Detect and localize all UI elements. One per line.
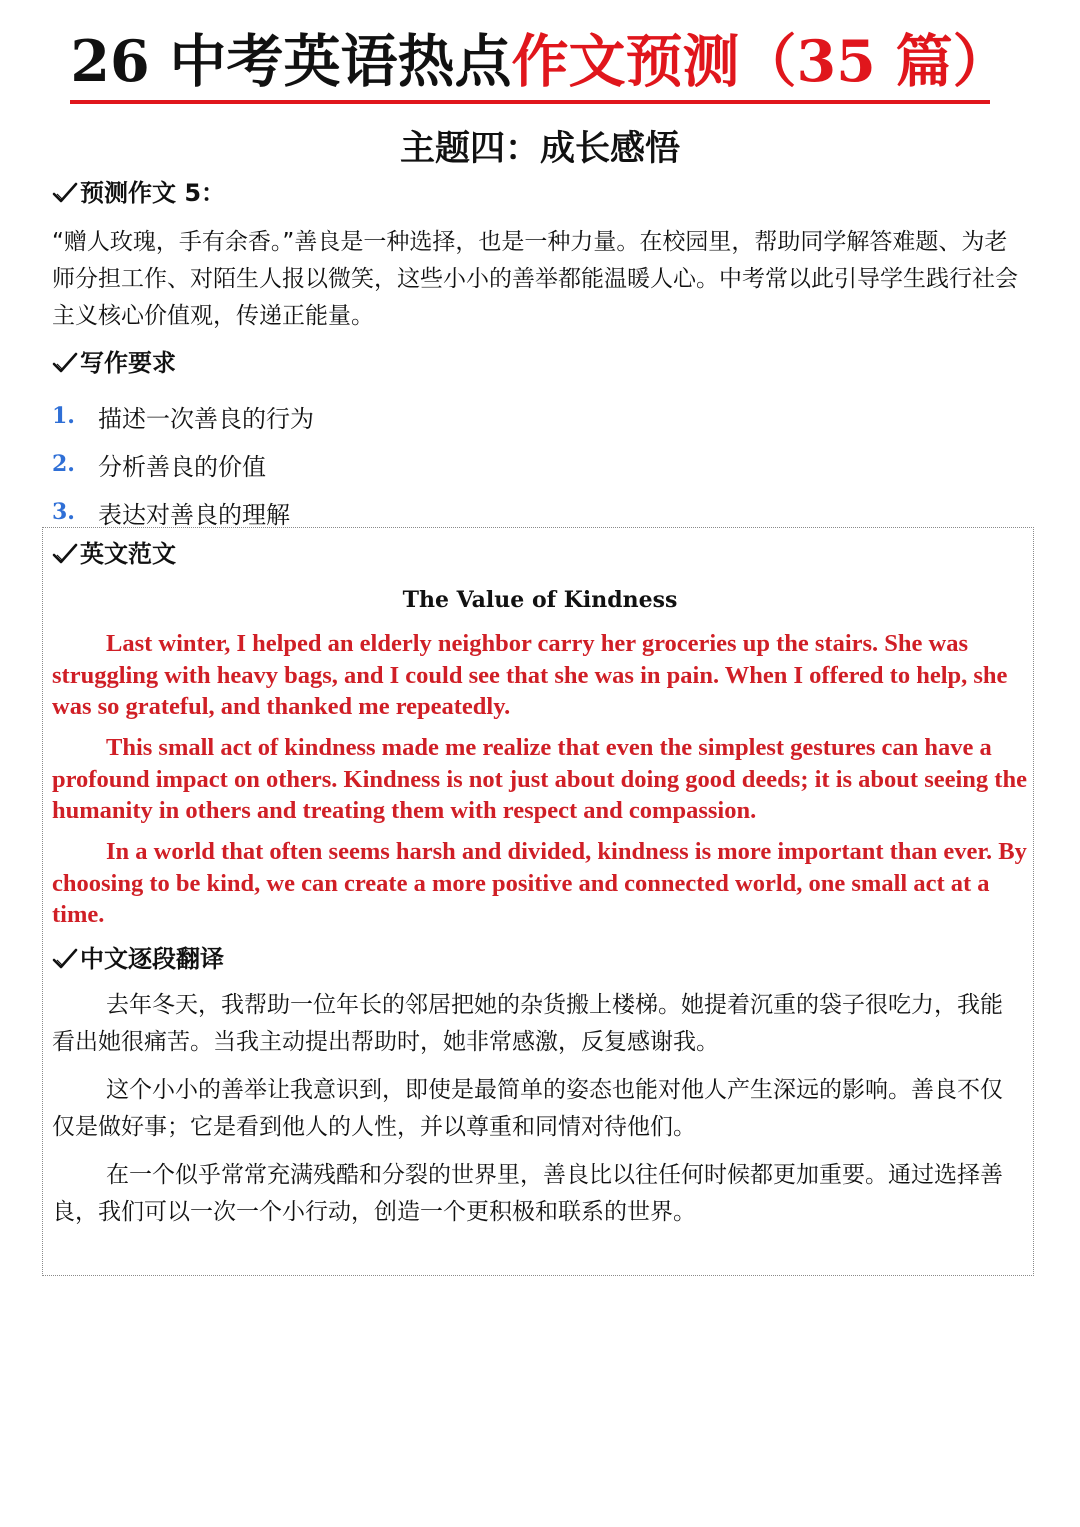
checkmark-icon [52, 351, 78, 375]
prompt-text: “赠人玫瑰，手有余香。”善良是一种选择，也是一种力量。在校园里，帮助同学解答难题、为老师分担工作、对陌生人报以微笑，这些小小的善举都能温暖人心。中考常以此引导学生践行社会主义核心价值观，传递正能量。 [52, 229, 1018, 329]
essay-paragraph: Last winter, I helped an elderly neighbor carry her groceries up the stairs. She was struggling with heavy bags, and I could see that she was in pain. When I offered to help, she was so grateful, and thanked me repeatedly. [52, 630, 1008, 720]
list-item [52, 392, 314, 440]
requirements-heading-label: 写作要求 [80, 349, 176, 377]
requirements-list [52, 392, 314, 536]
title-prefix: 26 中考英语热点 [70, 28, 512, 95]
checkmark-icon [52, 542, 78, 566]
translation-paragraph: 在一个似乎常常充满残酷和分裂的世界里，善良比以往任何时候都更加重要。通过选择善良，我们可以一次一个小行动，创造一个更积极和联系的世界。 [52, 1162, 1003, 1225]
checkmark-icon [52, 947, 78, 971]
list-text: 分析善良的价值 [98, 452, 266, 481]
title-underline [70, 100, 990, 104]
page-title [0, 22, 1080, 102]
list-number: 2. [52, 451, 75, 477]
translation-heading [52, 942, 224, 976]
list-number: 3. [52, 499, 75, 525]
list-number: 1. [52, 403, 75, 429]
essay-title: The Value of Kindness [402, 587, 678, 613]
requirements-heading [52, 346, 176, 380]
essay-paragraph: This small act of kindness made me realize that even the simplest gestures can have a profound impact on others. Kindness is not just about doing good deeds; it is about seeing the humanity in others and treating them with respect and compassion. [52, 734, 1027, 824]
list-text: 描述一次善良的行为 [98, 404, 314, 433]
essay-heading [52, 537, 176, 571]
prompt-heading [52, 176, 225, 210]
list-item [52, 440, 314, 488]
essay-heading-label: 英文范文 [80, 540, 176, 568]
essay-paragraph: In a world that often seems harsh and divided, kindness is more important than ever. By choosing to be kind, we can create a more positive and connected world, one small act at a time. [52, 838, 1027, 928]
title-highlight: 作文预测（35 篇） [511, 28, 1010, 95]
prompt-heading-label: 预测作文 5： [80, 179, 226, 207]
section-subtitle: 主题四：成长感悟 [399, 129, 680, 169]
checkmark-icon [52, 181, 78, 205]
list-text: 表达对善良的理解 [98, 500, 290, 529]
translation-heading-label: 中文逐段翻译 [80, 945, 224, 973]
translation-paragraph: 去年冬天，我帮助一位年长的邻居把她的杂货搬上楼梯。她提着沉重的袋子很吃力，我能看出她很痛苦。当我主动提出帮助时，她非常感激，反复感谢我。 [52, 992, 1003, 1055]
translation-paragraph: 这个小小的善举让我意识到，即使是最简单的姿态也能对他人产生深远的影响。善良不仅仅是做好事；它是看到他人的人性，并以尊重和同情对待他们。 [52, 1077, 1003, 1140]
